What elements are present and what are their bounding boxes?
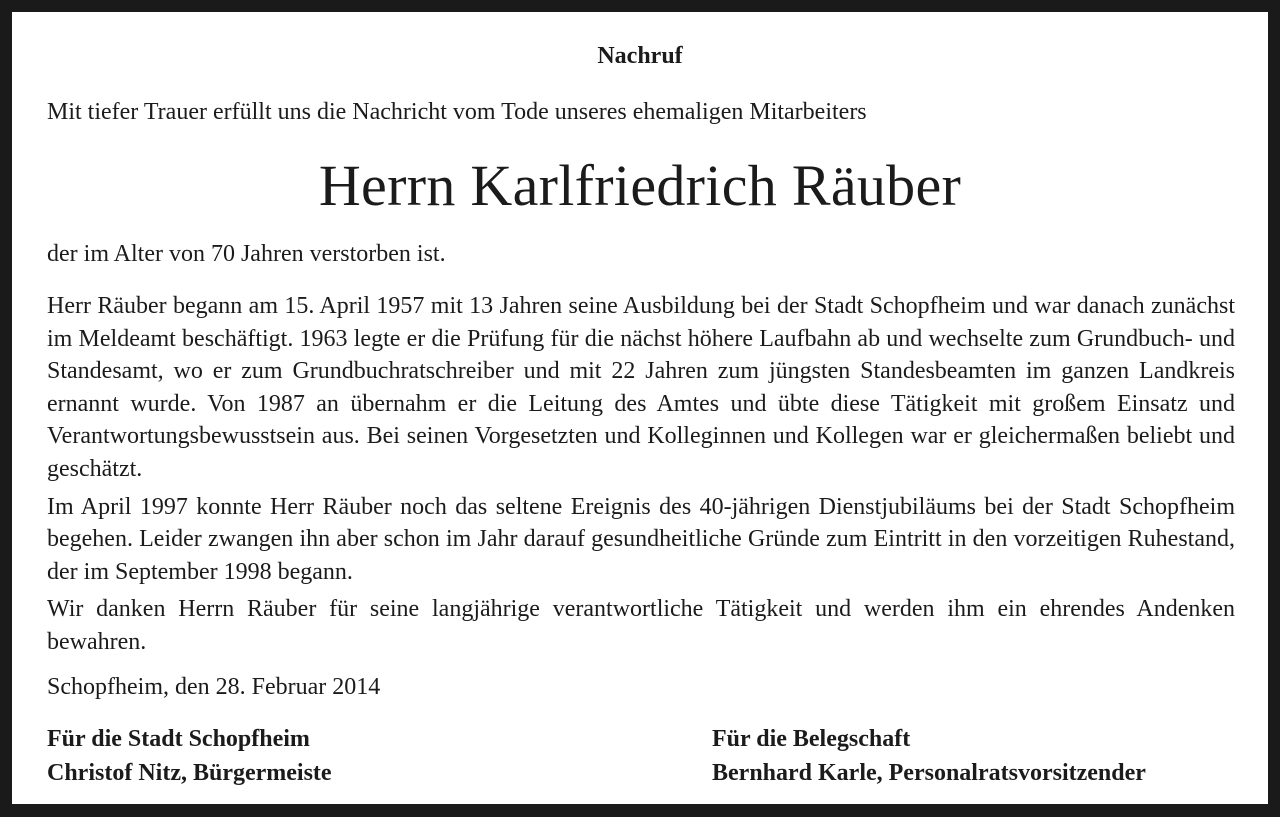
signature-staff-person: Bernhard Karle, Personalratsvorsitzender	[712, 760, 1146, 786]
signature-city-person: Christof Nitz, Bürgermeiste	[47, 760, 332, 786]
signature-staff	[712, 722, 1146, 790]
intro-line: Mit tiefer Trauer erfüllt uns die Nachricht vom Tode unseres ehemaligen Mitarbeiters	[47, 99, 867, 125]
body-paragraph-2: Im April 1997 konnte Herr Räuber noch das seltene Ereignis des 40-jährigen Dienstjubiläums bei der Stadt Schopfheim begehen. Leider zwangen ihn aber schon im Jahr darauf gesundheitliche Gründe zum Eintritt in den vorzeitigen Ruhestand, der im September 1998 begann.	[47, 493, 1235, 585]
notice-heading: Nachruf	[597, 43, 683, 69]
body-paragraph-1: Herr Räuber begann am 15. April 1957 mit 13 Jahren seine Ausbildung bei der Stadt Schopfheim und war danach zunächst im Meldeamt beschäftigt. 1963 legte er die Prüfung für die nächst höhere Laufbahn ab und wechselte zum Grundbuch- und Standesamt, wo er zum Grundbuchratschreiber und mit 22 Jahren zum jüngsten Standesbeamten im ganzen Landkreis ernannt wurde. Von 1987 an übernahm er die Leitung des Amtes und übte diese Tätigkeit mit großem Einsatz und Verantwortungsbewusstsein aus. Bei seinen Vorgesetzten und Kolleginnen und Kollegen war er gleichermaßen beliebt und geschätzt.	[47, 293, 1235, 482]
signature-city-org: Für die Stadt Schopfheim	[47, 726, 310, 752]
deceased-name: Herrn Karlfriedrich Räuber	[318, 153, 962, 218]
dateline: Schopfheim, den 28. Februar 2014	[47, 674, 381, 700]
body-paragraph-3: Wir danken Herrn Räuber für seine langjährige verantwortliche Tätigkeit und werden ihm ein ehrendes Andenken bewahren.	[47, 596, 1235, 655]
signature-staff-org: Für die Belegschaft	[712, 726, 911, 752]
obituary-body	[47, 290, 1235, 664]
obituary-notice	[12, 12, 1268, 804]
age-line: der im Alter von 70 Jahren verstorben ist.	[47, 241, 446, 267]
signature-city	[47, 722, 332, 790]
